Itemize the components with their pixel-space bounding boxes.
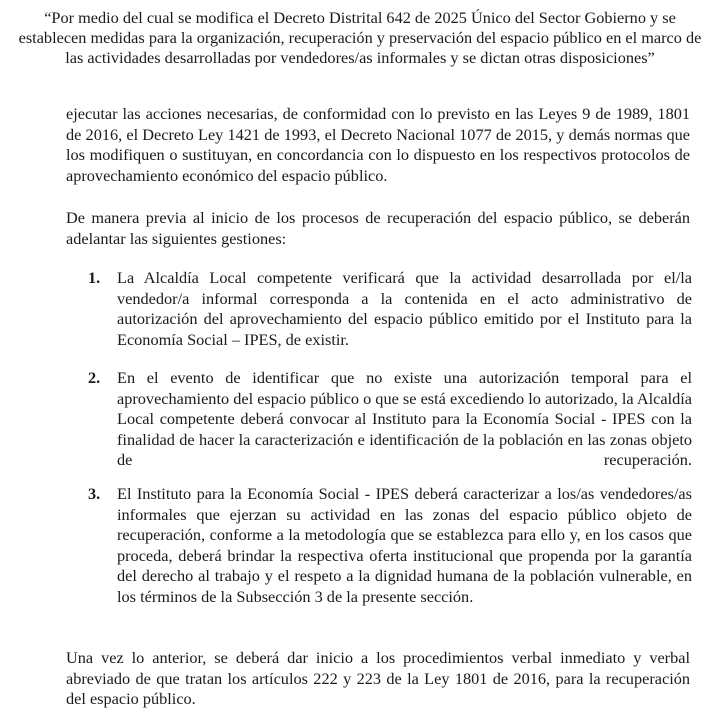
paragraph-continuation: ejecutar las acciones necesarias, de conformidad con lo previsto en las Leyes 9 de 1989, 1801 de 2016, el Decreto Ley 1421 de 1993, el Decreto Nacional 1077 de 2015, y demás normas que los modifiquen o sustituyan, en concordancia con lo dispuesto en los respectivos protocolos de aprovechamiento económico del espacio público. bbox=[66, 104, 690, 185]
list-item-text: La Alcaldía Local competente verificará que la actividad desarrollada por el/la vendedor/a informal corresponda a la contenida en el acto administrativo de autorización del aprovechamiento del espacio público emitido por el Instituto para la Economía Social – IPES, de existir. bbox=[117, 268, 692, 349]
paragraph-final: Una vez lo anterior, se deberá dar inicio a los procedimientos verbal inmediato y verbal abreviado de que tratan los artículos 222 y 223 de la Ley 1801 de 2016, para la recuperación del espacio público. bbox=[66, 648, 690, 708]
list-item-text: En el evento de identificar que no existe una autorización temporal para el aprovechamiento del espacio público o que se está excediendo lo autorizado, la Alcaldía Local competente deberá convocar al Instituto para la Economía Social - IPES con la finalidad de hacer la caracterización e identificación de la población en las zonas objeto de recuperación. bbox=[117, 368, 692, 469]
list-item-number: 2. bbox=[88, 368, 101, 387]
list-item-number: 3. bbox=[88, 484, 101, 503]
paragraph-intro: De manera previa al inicio de los procesos de recuperación del espacio público, se deberán adelantar las siguientes gestiones: bbox=[66, 208, 690, 248]
document-header-title: “Por medio del cual se modifica el Decreto Distrital 642 de 2025 Único del Sector Gobierno y se establecen medidas para la organización, recuperación y preservación del espacio público en el marco de las actividades desarrolladas por vendedores/as informales y se dictan otras disposiciones” bbox=[18, 8, 702, 67]
list-item-number: 1. bbox=[88, 268, 101, 287]
list-item-text: El Instituto para la Economía Social - IPES deberá caracterizar a los/as vendedores/as informales que ejerzan su actividad en las zonas del espacio público objeto de recuperación, conforme a la metodología que se establezca para ello y, en los casos que proceda, deberá brindar la respectiva oferta institucional que propenda por la garantía del derecho al trabajo y el respeto a la dignidad humana de la población vulnerable, en los términos de la Subsección 3 de la presente sección. bbox=[117, 484, 692, 606]
